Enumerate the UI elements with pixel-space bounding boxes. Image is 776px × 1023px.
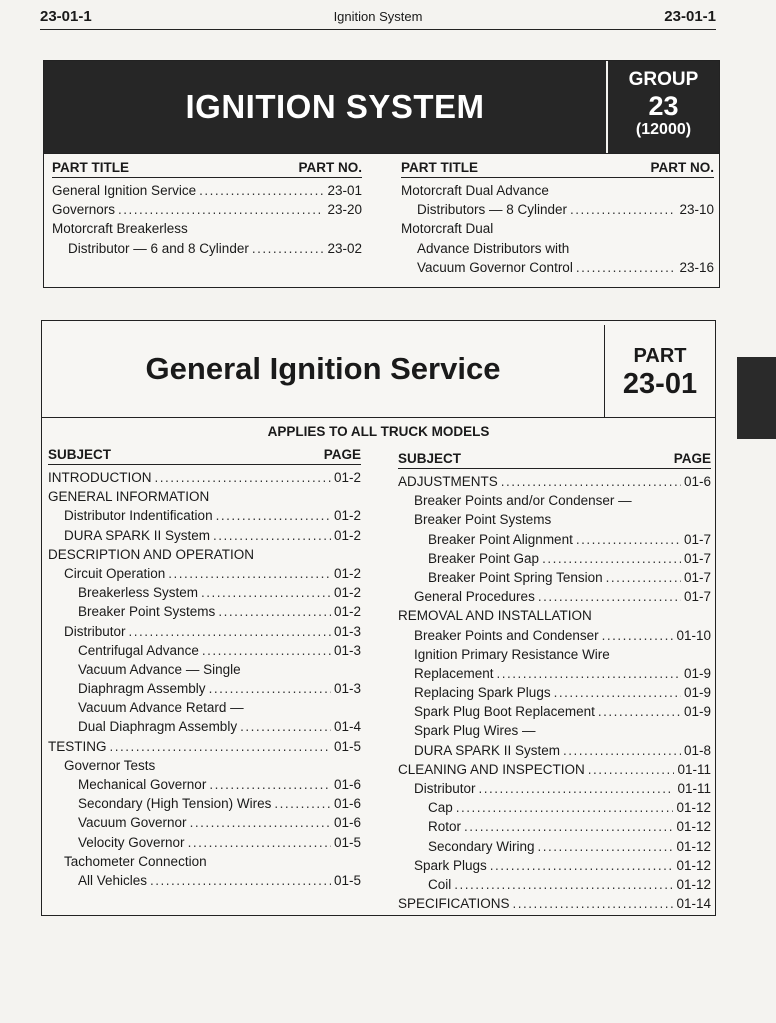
dot-leader <box>606 570 681 585</box>
dot-leader <box>118 202 324 217</box>
dot-leader <box>274 796 331 811</box>
dot-leader <box>199 183 324 198</box>
toc-entry-title: REMOVAL AND INSTALLATION <box>398 608 592 624</box>
subject-header: SUBJECT <box>398 451 462 466</box>
toc-entry-page: 01-5 <box>333 834 361 850</box>
group-title: IGNITION SYSTEM <box>44 61 606 153</box>
toc-entry-page: 23-02 <box>327 240 362 256</box>
dot-leader <box>598 704 681 719</box>
toc-entry-page: 01-12 <box>676 819 711 835</box>
toc-entry-page: 01-5 <box>333 738 361 754</box>
toc-entry <box>398 628 711 647</box>
toc-entry <box>398 858 711 877</box>
toc-entry <box>48 815 361 834</box>
toc-entry-page: 23-01 <box>327 183 362 198</box>
subject-header: SUBJECT <box>48 447 112 462</box>
toc-entry-page: 23-20 <box>327 202 362 218</box>
toc-entry-title: Tachometer Connection <box>64 853 207 869</box>
toc-entry <box>398 762 711 781</box>
toc-entry <box>48 566 361 585</box>
toc-entry <box>398 474 711 493</box>
toc-entry-title: All Vehicles <box>78 872 148 888</box>
toc-entry <box>398 589 711 608</box>
part-title: General Ignition Service <box>42 321 604 418</box>
dot-leader <box>538 839 674 854</box>
dot-leader <box>188 835 331 850</box>
group-label: GROUP <box>628 69 699 90</box>
group-parts-right-column <box>401 160 714 279</box>
toc-entry-title: Motorcraft Dual Advance <box>401 183 549 198</box>
dot-leader <box>209 681 331 696</box>
toc-entry-page: 01-2 <box>333 565 361 581</box>
toc-entry-page: 01-2 <box>333 527 361 543</box>
toc-entry <box>398 704 711 723</box>
toc-entry-title: Dual Diaphragm Assembly <box>78 719 238 735</box>
toc-entry <box>401 202 714 221</box>
toc-entry <box>52 202 362 221</box>
toc-entry-page: 01-12 <box>676 876 711 892</box>
group-number: 23 <box>648 91 679 121</box>
toc-entry <box>401 260 714 279</box>
toc-entry-page: 01-11 <box>677 781 711 796</box>
toc-entry-title: Cap <box>428 800 453 816</box>
toc-entry-page: 01-11 <box>677 761 711 777</box>
toc-entry-title: DESCRIPTION AND OPERATION <box>48 546 255 562</box>
toc-entry-title: Breaker Point Alignment <box>428 531 573 547</box>
toc-entry-page: 01-4 <box>333 719 361 735</box>
toc-entry <box>48 604 361 623</box>
dot-leader <box>456 800 674 815</box>
toc-entry-title: Circuit Operation <box>64 565 166 581</box>
group-parts-left-list <box>52 183 362 260</box>
toc-entry <box>398 839 711 858</box>
toc-entry <box>401 241 714 260</box>
dot-leader <box>490 858 674 873</box>
dot-leader <box>218 604 331 619</box>
toc-entry-title: Motorcraft Breakerless <box>52 221 188 237</box>
toc-entry-page: 01-2 <box>333 508 361 524</box>
dot-leader <box>209 777 331 792</box>
toc-entry-title: Spark Plug Wires — <box>414 723 536 739</box>
dot-leader <box>150 873 331 888</box>
dot-leader <box>542 551 681 566</box>
dot-leader <box>602 628 674 643</box>
toc-entry <box>48 489 361 508</box>
running-title: Ignition System <box>333 9 423 24</box>
dot-leader <box>129 624 331 639</box>
dot-leader <box>538 589 681 604</box>
column-header <box>48 447 361 465</box>
toc-entry-page: 01-7 <box>683 569 711 585</box>
toc-entry <box>48 585 361 604</box>
dot-leader <box>479 781 675 796</box>
toc-entry <box>398 685 711 704</box>
dot-leader <box>110 739 331 754</box>
toc-entry-title: Distributor <box>64 623 126 639</box>
toc-entry-page: 01-6 <box>333 796 361 812</box>
group-parts-table <box>44 153 719 287</box>
toc-entry-title: Ignition Primary Resistance Wire <box>414 646 610 662</box>
toc-entry-title: INTRODUCTION <box>48 470 152 485</box>
dot-leader <box>576 532 681 547</box>
toc-entry-page: 01-3 <box>333 642 361 658</box>
toc-entry <box>48 835 361 854</box>
toc-entry-title: Governors <box>52 202 116 218</box>
part-no-header: PART NO. <box>650 160 714 175</box>
toc-entry-title: Vacuum Advance — Single <box>78 661 241 677</box>
toc-entry <box>398 532 711 551</box>
toc-entry-title: TESTING <box>48 738 107 754</box>
toc-entry-title: Motorcraft Dual <box>401 221 494 237</box>
toc-entry-title: ADJUSTMENTS <box>398 474 498 489</box>
toc-entry <box>401 221 714 240</box>
toc-entry-title: Vacuum Governor Control <box>417 259 573 275</box>
toc-entry-page: 01-2 <box>333 604 361 620</box>
toc-entry <box>48 873 361 892</box>
toc-entry-title: Velocity Governor <box>78 834 185 850</box>
dot-leader <box>464 819 673 834</box>
part-number: 23-01 <box>622 368 698 400</box>
toc-entry-title: Breaker Point Systems <box>78 604 216 620</box>
dot-leader <box>513 896 674 911</box>
toc-entry <box>398 570 711 589</box>
dot-leader <box>454 877 673 892</box>
toc-entry-title: Breaker Point Gap <box>428 550 540 566</box>
dot-leader <box>576 260 677 275</box>
group-label-box <box>606 61 719 153</box>
part-contents-box <box>41 320 716 916</box>
toc-entry-page: 23-10 <box>679 202 714 218</box>
toc-entry-title: Breaker Points and/or Condenser — <box>414 493 632 509</box>
section-thumb-tab <box>737 357 776 439</box>
toc-entry-title: Secondary (High Tension) Wires <box>78 796 272 812</box>
toc-entry <box>398 781 711 800</box>
toc-entry <box>48 470 361 489</box>
dot-leader <box>554 685 681 700</box>
subject-right-list <box>398 474 711 915</box>
toc-entry-page: 01-7 <box>683 589 711 605</box>
part-title-header: PART TITLE <box>401 160 478 175</box>
toc-entry <box>401 183 714 202</box>
toc-entry-title: Advance Distributors with <box>417 240 570 256</box>
toc-entry <box>48 854 361 873</box>
toc-entry <box>48 719 361 738</box>
toc-entry-title: SPECIFICATIONS <box>398 896 510 912</box>
dot-leader <box>501 474 681 489</box>
dot-leader <box>497 666 681 681</box>
toc-entry-page: 01-2 <box>333 470 361 485</box>
dot-leader <box>563 743 681 758</box>
toc-entry <box>48 739 361 758</box>
toc-entry <box>398 743 711 762</box>
toc-entry-page: 01-12 <box>676 800 711 816</box>
toc-entry-title: Distributors — 8 Cylinder <box>417 202 568 218</box>
dot-leader <box>168 566 331 581</box>
toc-entry-title: General Procedures <box>414 589 535 605</box>
toc-entry <box>48 796 361 815</box>
toc-entry <box>48 681 361 700</box>
dot-leader <box>201 585 331 600</box>
toc-entry-title: Distributor — 6 and 8 Cylinder <box>68 240 249 256</box>
toc-entry-title: Rotor <box>428 819 462 835</box>
toc-entry-page: 01-14 <box>676 896 711 912</box>
toc-entry <box>52 221 362 240</box>
toc-entry-page: 01-12 <box>676 838 711 854</box>
group-parts-right-list <box>401 183 714 279</box>
dot-leader <box>252 241 325 256</box>
toc-entry-title: Distributor Indentification <box>64 508 213 524</box>
toc-entry-page: 01-10 <box>676 627 711 643</box>
subject-left-column <box>48 447 361 892</box>
column-header <box>398 451 711 469</box>
subject-left-list <box>48 470 361 892</box>
column-header <box>401 160 714 178</box>
toc-entry <box>398 493 711 512</box>
column-header <box>52 160 362 178</box>
toc-entry-title: Vacuum Advance Retard — <box>78 700 244 716</box>
toc-entry-title: GENERAL INFORMATION <box>48 489 210 505</box>
toc-entry-page: 01-3 <box>333 681 361 697</box>
applies-note: APPLIES TO ALL TRUCK MODELS <box>267 424 490 439</box>
toc-entry <box>398 608 711 627</box>
dot-leader <box>202 643 331 658</box>
toc-entry-page: 01-9 <box>683 665 711 681</box>
dot-leader <box>213 528 331 543</box>
toc-entry-title: DURA SPARK II System <box>414 742 561 758</box>
toc-entry <box>48 508 361 527</box>
toc-entry-page: 01-8 <box>683 742 711 758</box>
toc-entry-title: Governor Tests <box>64 757 156 773</box>
toc-entry-title: Breaker Points and Condenser <box>414 627 599 643</box>
toc-entry <box>398 512 711 531</box>
group-contents-box <box>43 60 720 288</box>
toc-entry-title: Coil <box>428 876 452 892</box>
toc-entry-page: 01-9 <box>683 685 711 701</box>
toc-entry-page: 01-6 <box>683 474 711 489</box>
group-code: (12000) <box>635 121 692 138</box>
toc-entry-title: Spark Plug Boot Replacement <box>414 704 595 720</box>
toc-entry-page: 01-6 <box>333 815 361 831</box>
group-parts-left-column <box>52 160 362 260</box>
toc-entry-title: CLEANING AND INSPECTION <box>398 761 585 777</box>
toc-entry-page: 01-12 <box>676 857 711 873</box>
toc-entry-title: Distributor <box>414 781 476 796</box>
toc-entry <box>398 819 711 838</box>
toc-entry-title: Mechanical Governor <box>78 777 207 792</box>
toc-entry <box>398 666 711 685</box>
page-header: PAGE <box>323 447 361 462</box>
page-number-right: 23-01-1 <box>664 8 716 25</box>
toc-entry-page: 01-5 <box>333 872 361 888</box>
toc-entry <box>52 183 362 202</box>
toc-entry-page: 23-16 <box>679 259 714 275</box>
toc-entry-title: Diaphragm Assembly <box>78 681 206 697</box>
toc-entry-title: DURA SPARK II System <box>64 527 211 543</box>
part-label-box <box>604 325 715 418</box>
page-number-left: 23-01-1 <box>40 8 92 25</box>
toc-entry <box>52 241 362 260</box>
toc-entry-title: Vacuum Governor <box>78 815 187 831</box>
subject-right-column <box>398 451 711 915</box>
page-header: PAGE <box>673 451 711 466</box>
toc-entry-title: Centrifugal Advance <box>78 642 199 658</box>
toc-entry-page: 01-3 <box>333 623 361 639</box>
toc-entry-title: General Ignition Service <box>52 183 197 198</box>
toc-entry <box>398 551 711 570</box>
running-header <box>40 8 716 30</box>
toc-entry <box>48 758 361 777</box>
toc-entry-page: 01-9 <box>683 704 711 720</box>
dot-leader <box>216 508 331 523</box>
toc-entry <box>398 723 711 742</box>
toc-entry-title: Spark Plugs <box>414 857 487 873</box>
toc-entry <box>48 643 361 662</box>
toc-entry <box>398 896 711 915</box>
toc-entry <box>48 700 361 719</box>
toc-entry-title: Breaker Point Spring Tension <box>428 569 603 585</box>
toc-entry-page: 01-2 <box>333 585 361 601</box>
toc-entry-title: Secondary Wiring <box>428 838 535 854</box>
toc-entry <box>48 528 361 547</box>
toc-entry-title: Replacement <box>414 665 494 681</box>
toc-entry <box>398 647 711 666</box>
toc-entry-page: 01-6 <box>333 777 361 792</box>
toc-entry <box>48 547 361 566</box>
toc-entry-title: Replacing Spark Plugs <box>414 685 551 701</box>
toc-entry-page: 01-7 <box>683 550 711 566</box>
toc-entry-page: 01-7 <box>683 531 711 547</box>
toc-entry <box>48 624 361 643</box>
dot-leader <box>570 202 676 217</box>
toc-entry <box>398 800 711 819</box>
dot-leader <box>155 470 331 485</box>
dot-leader <box>190 815 331 830</box>
part-label: PART <box>633 345 687 367</box>
toc-entry <box>48 662 361 681</box>
toc-entry-title: Breakerless System <box>78 585 199 601</box>
part-title-header: PART TITLE <box>52 160 129 175</box>
part-no-header: PART NO. <box>298 160 362 175</box>
dot-leader <box>240 719 331 734</box>
toc-entry-title: Breaker Point Systems <box>414 512 552 528</box>
toc-entry <box>48 777 361 796</box>
dot-leader <box>588 762 675 777</box>
toc-entry <box>398 877 711 896</box>
